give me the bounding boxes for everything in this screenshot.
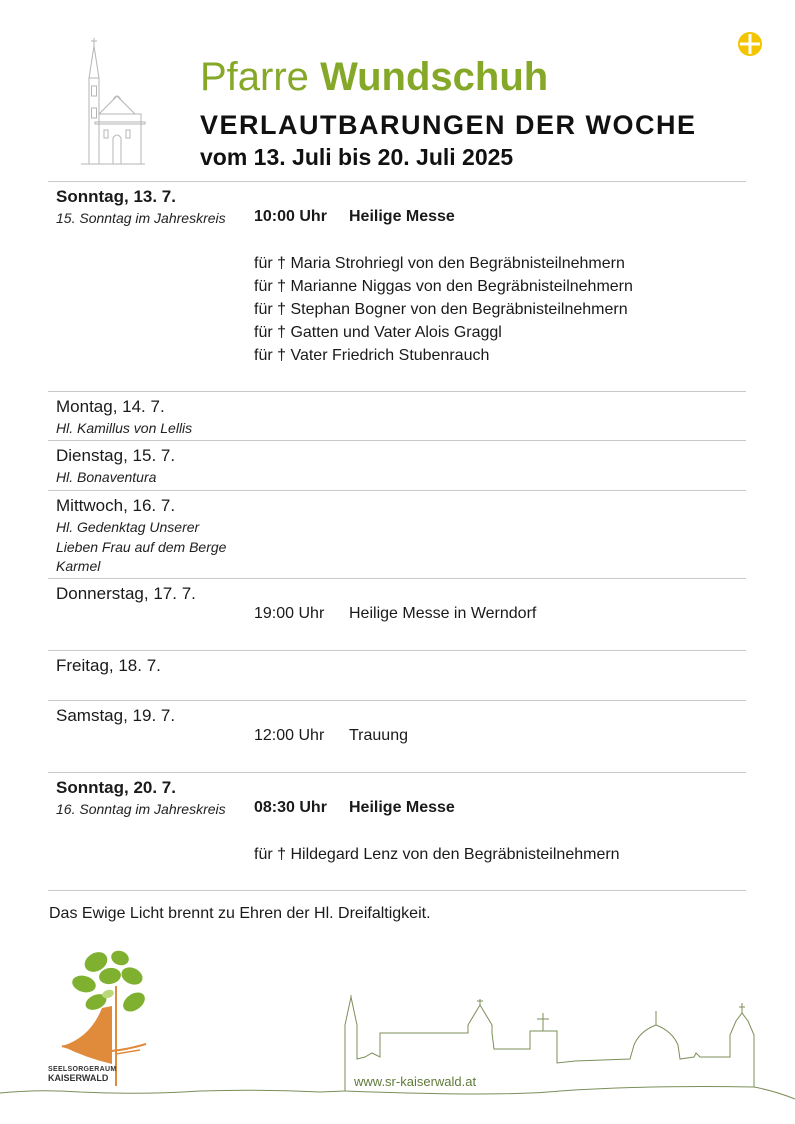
divider [48, 700, 746, 701]
mass-intentions [254, 252, 633, 367]
intention-line: für † Maria Strohriegl von den Begräbnisteilnehmern [254, 255, 625, 272]
event-title: Heilige Messe [349, 208, 455, 225]
day-label: Mittwoch, 16. 7. [56, 496, 176, 515]
event-title: Heilige Messe [349, 799, 455, 816]
day-label: Sonntag, 13. 7. [56, 187, 176, 206]
divider [48, 391, 746, 392]
divider [48, 181, 746, 182]
day-label: Freitag, 18. 7. [56, 656, 161, 675]
event-time: 19:00 Uhr [254, 605, 325, 622]
date-range: vom 13. Juli bis 20. Juli 2025 [200, 144, 514, 170]
day-note [56, 518, 226, 577]
day-note: Hl. Bonaventura [56, 469, 157, 485]
day-label: Donnerstag, 17. 7. [56, 584, 196, 603]
diocese-cross-logo [737, 31, 763, 57]
eternal-light-note: Das Ewige Licht brennt zu Ehren der Hl. Dreifaltigkeit. [49, 905, 431, 922]
intention-line: für † Vater Friedrich Stubenrauch [254, 347, 490, 364]
day-label: Dienstag, 15. 7. [56, 446, 176, 465]
event-time: 10:00 Uhr [254, 208, 327, 225]
parish-title-name: Wundschuh [320, 55, 549, 99]
day-note-line: Lieben Frau auf dem Berge [56, 538, 227, 555]
intention-line: für † Marianne Niggas von den Begräbnisteilnehmern [254, 278, 633, 295]
intention-line: für † Gatten und Vater Alois Graggl [254, 324, 502, 341]
divider [48, 490, 746, 491]
skyline-illustration [0, 995, 795, 1107]
church-icon [80, 38, 146, 166]
logo-text-line1: SEELSORGERAUM [48, 1066, 117, 1073]
divider [48, 440, 746, 441]
parish-title [200, 57, 548, 97]
day-note: 16. Sonntag im Jahreskreis [56, 801, 226, 817]
website-link[interactable]: www.sr-kaiserwald.at [354, 1074, 477, 1089]
logo-text-line2: KAISERWALD [48, 1073, 109, 1083]
event-time: 08:30 Uhr [254, 799, 327, 816]
event-title: Trauung [349, 727, 408, 744]
divider [48, 890, 746, 891]
divider [48, 650, 746, 651]
mass-intentions [254, 843, 620, 866]
intention-line: für † Hildegard Lenz von den Begräbnisteilnehmern [254, 846, 620, 863]
day-note: Hl. Kamillus von Lellis [56, 420, 193, 436]
day-label: Montag, 14. 7. [56, 397, 165, 416]
day-note: 15. Sonntag im Jahreskreis [56, 210, 226, 226]
day-label: Sonntag, 20. 7. [56, 778, 176, 797]
page-headline: VERLAUTBARUNGEN DER WOCHE [200, 110, 697, 140]
divider [48, 578, 746, 579]
day-label: Samstag, 19. 7. [56, 706, 176, 725]
parish-title-prefix: Pfarre [200, 55, 309, 99]
day-note-line: Karmel [56, 558, 101, 574]
event-time: 12:00 Uhr [254, 727, 325, 744]
day-note-line: Hl. Gedenktag Unserer [56, 519, 200, 535]
divider [48, 772, 746, 773]
event-title: Heilige Messe in Werndorf [349, 605, 537, 622]
intention-line: für † Stephan Bogner von den Begräbnisteilnehmern [254, 301, 628, 318]
